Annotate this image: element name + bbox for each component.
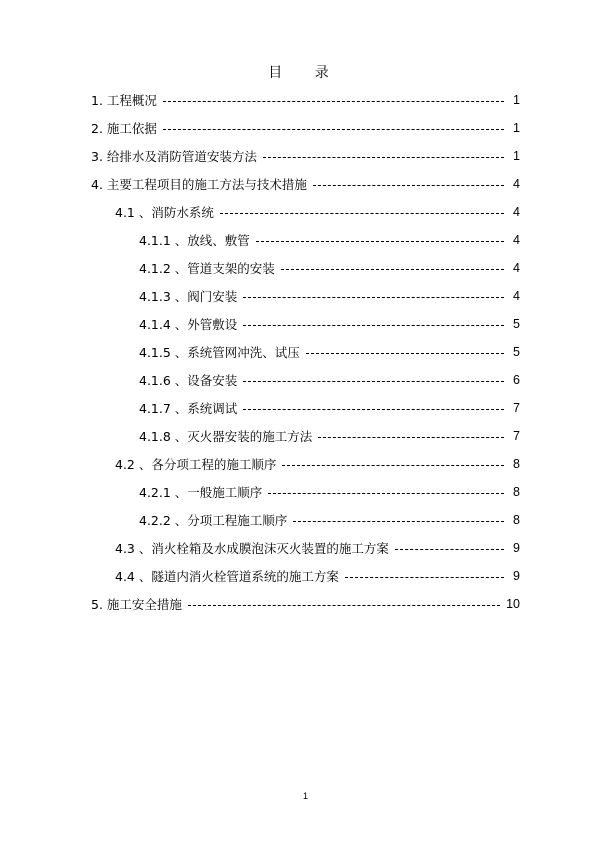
toc-entry[interactable] [139, 343, 520, 361]
toc-entry[interactable] [139, 315, 520, 333]
leader-dots [263, 157, 504, 158]
toc-entry-page: 1 [513, 149, 520, 163]
toc-entry[interactable] [139, 511, 520, 529]
toc-entry[interactable] [139, 259, 520, 277]
toc-entry-label: 4.1.8 、灭火器安装的施工方法 [139, 429, 313, 444]
toc-entry-label: 4.1.1 、放线、敷管 [139, 233, 250, 248]
leader-dots [163, 101, 504, 102]
toc-entry-label: 4.1.6 、设备安装 [139, 373, 238, 388]
toc-entry[interactable] [139, 427, 520, 445]
toc-entry[interactable] [115, 539, 520, 557]
toc-entry-label: 4.4 、隧道内消火栓管道系统的施工方案 [115, 569, 339, 584]
leader-dots [243, 409, 504, 410]
toc-entry-label: 4.2 、各分项工程的施工顺序 [115, 457, 277, 472]
toc-entry-label: 4.2.1 、一般施工顺序 [139, 485, 263, 500]
toc-entry-page: 7 [513, 429, 520, 443]
toc-entry[interactable] [91, 119, 520, 137]
leader-dots [293, 521, 504, 522]
toc-entry-label: 4.1.5 、系统管网冲洗、试压 [139, 345, 300, 360]
toc-entry-label: 2. 施工依据 [91, 121, 157, 136]
toc-entry-label: 4.1.3 、阀门安装 [139, 289, 238, 304]
toc-entry-page: 8 [513, 513, 520, 527]
toc-entry-page: 8 [513, 457, 520, 471]
toc-entry[interactable] [139, 399, 520, 417]
toc-entry[interactable] [139, 231, 520, 249]
leader-dots [256, 241, 504, 242]
toc-entry-page: 4 [513, 261, 520, 275]
toc-entry-page: 8 [513, 485, 520, 499]
toc-entry-label: 3. 给排水及消防管道安装方法 [91, 149, 257, 164]
toc-entry-page: 1 [513, 121, 520, 135]
page-title: 目 录 [268, 65, 343, 81]
toc-entry[interactable] [139, 483, 520, 501]
toc-entry[interactable] [115, 567, 520, 585]
toc-entry-page: 5 [513, 345, 520, 359]
toc-entry-page: 5 [513, 317, 520, 331]
toc-entry[interactable] [139, 287, 520, 305]
toc-entry-page: 9 [513, 541, 520, 555]
toc-entry-page: 4 [513, 289, 520, 303]
toc-entry[interactable] [91, 91, 520, 109]
leader-dots [318, 437, 504, 438]
leader-dots [281, 269, 504, 270]
leader-dots [188, 605, 500, 606]
leader-dots [268, 493, 504, 494]
toc-entry-label: 4.1.4 、外管敷设 [139, 317, 238, 332]
leader-dots [345, 577, 504, 578]
toc-entry[interactable] [91, 175, 520, 193]
page-number: 1 [302, 791, 308, 801]
leader-dots [163, 129, 504, 130]
toc-entry-page: 10 [506, 597, 520, 611]
toc-entry[interactable] [139, 371, 520, 389]
toc-entry-label: 5. 施工安全措施 [91, 597, 182, 612]
leader-dots [395, 549, 504, 550]
toc-entry-page: 4 [513, 205, 520, 219]
toc-entry-page: 1 [513, 93, 520, 107]
leader-dots [282, 465, 504, 466]
leader-dots [243, 325, 504, 326]
toc-entry-label: 4. 主要工程项目的施工方法与技术措施 [91, 177, 307, 192]
toc-entry-page: 7 [513, 401, 520, 415]
toc-entry-label: 4.1 、消防水系统 [115, 205, 214, 220]
toc-entry-page: 4 [513, 177, 520, 191]
leader-dots [306, 353, 504, 354]
toc-entry-page: 4 [513, 233, 520, 247]
leader-dots [243, 297, 504, 298]
toc-entry-label: 4.3 、消火栓箱及水成膜泡沫灭火装置的施工方案 [115, 541, 389, 556]
toc-entry[interactable] [91, 147, 520, 165]
toc-entry[interactable] [91, 595, 520, 613]
toc-entry[interactable] [115, 455, 520, 473]
toc-entry-page: 6 [513, 373, 520, 387]
toc-entry-label: 4.1.7 、系统调试 [139, 401, 238, 416]
leader-dots [220, 213, 504, 214]
leader-dots [243, 381, 504, 382]
toc-entry[interactable] [115, 203, 520, 221]
leader-dots [313, 185, 504, 186]
toc-entry-page: 9 [513, 569, 520, 583]
toc-entry-label: 4.1.2 、管道支架的安装 [139, 261, 275, 276]
toc-entry-label: 1. 工程概况 [91, 93, 157, 108]
toc-entry-label: 4.2.2 、分项工程施工顺序 [139, 513, 288, 528]
